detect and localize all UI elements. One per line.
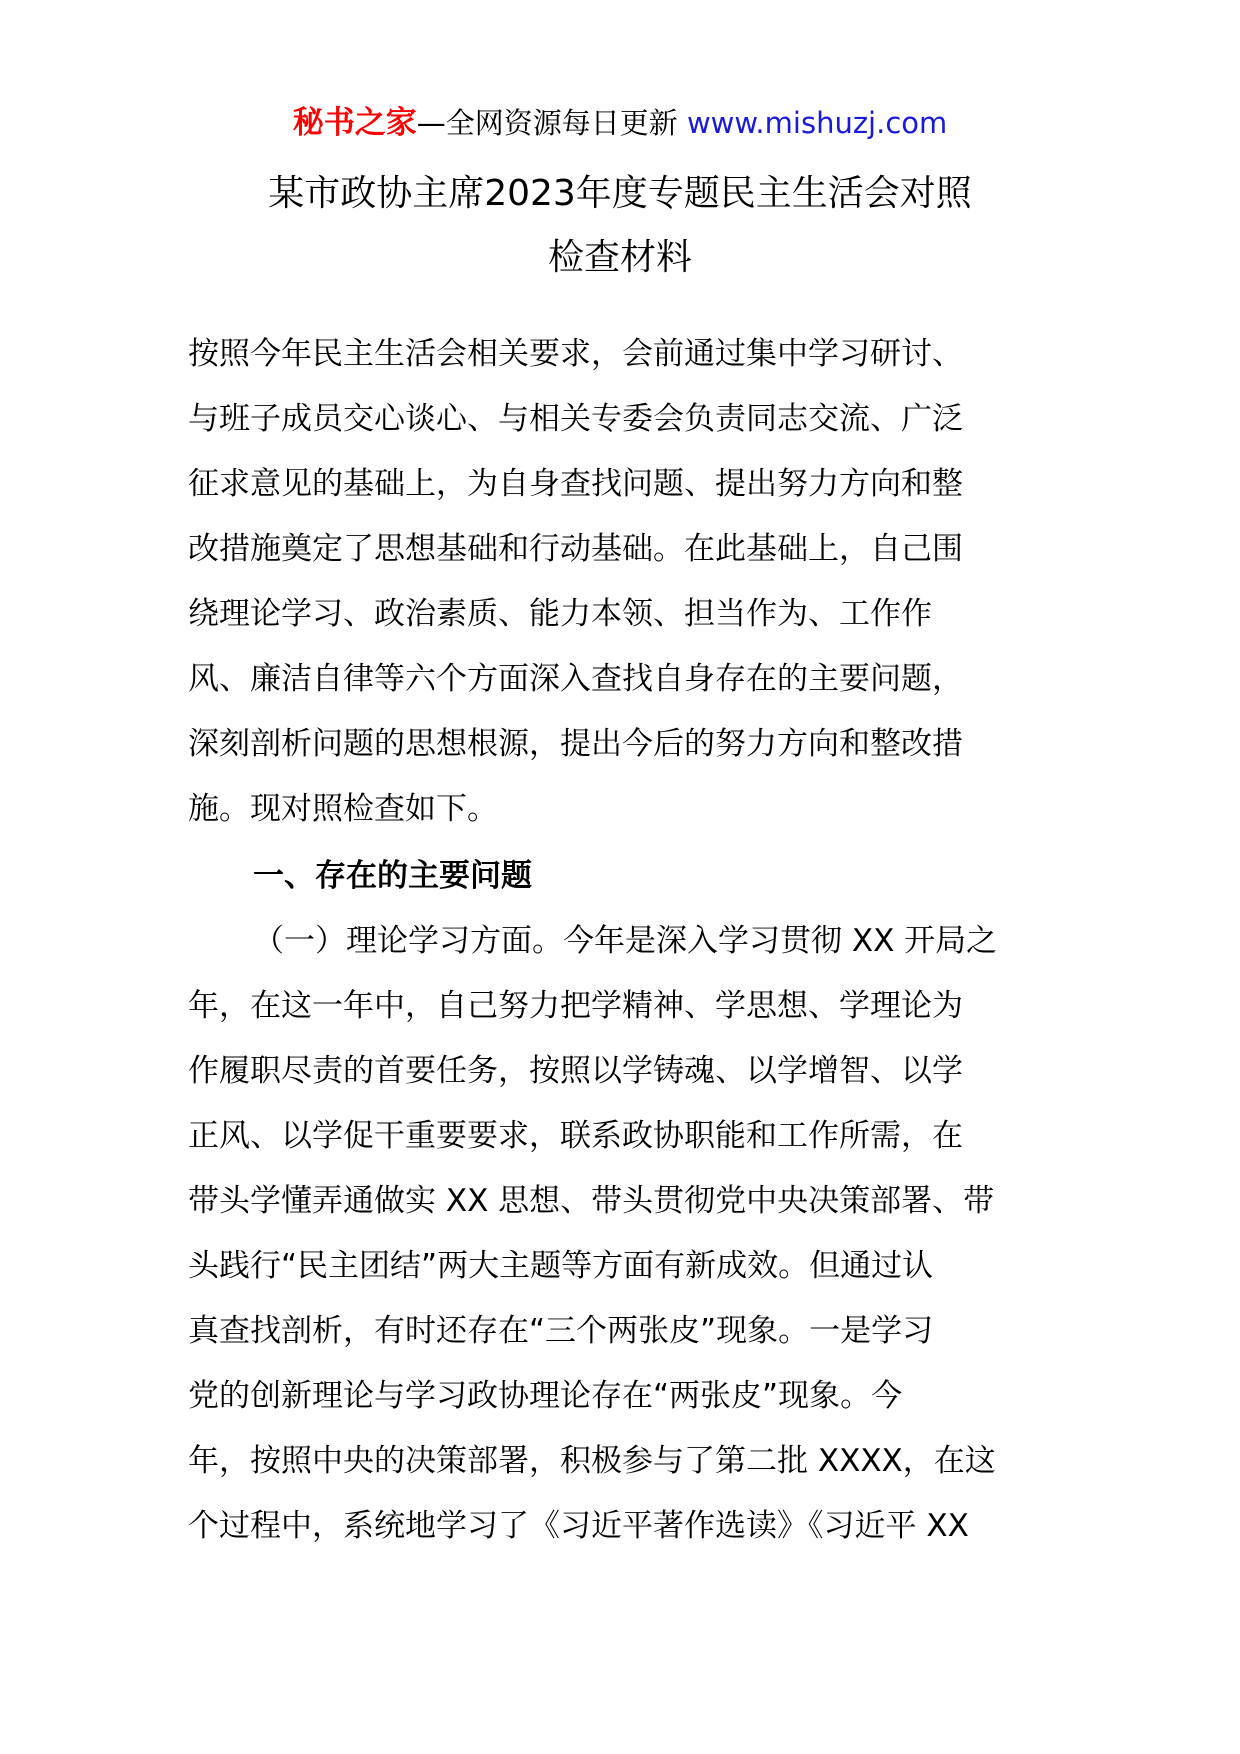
brand-name: 秘书之家 [292,105,417,141]
text-line: 正风、以学促干重要要求，联系政协职能和工作所需，在 [188,1118,963,1154]
text-line: 改措施奠定了思想基础和行动基础。在此基础上，自己围 [188,531,963,567]
text-line: 施。现对照检查如下。 [188,791,498,827]
text-line: 年，在这一年中，自己努力把学精神、学思想、学理论为 [188,988,963,1024]
text-line: 深刻剖析问题的思想根源，提出今后的努力方向和整改措 [188,726,963,762]
document-title-line-1: 某市政协主席2023年度专题民主生活会对照 [268,173,972,214]
text-line: 按照今年民主生活会相关要求，会前通过集中学习研讨、 [188,336,963,372]
intro-paragraph [188,322,1088,842]
site-header [0,103,1240,143]
document-title-line-2: 检查材料 [547,237,692,278]
text-line: （一）理论学习方面。今年是深入学习贯彻 XX 开局之 [253,923,998,959]
text-line: 个过程中，系统地学习了《习近平著作选读》《习近平 XX [188,1508,969,1544]
section-heading: 一、存在的主要问题 [253,858,532,894]
text-line: 年，按照中央的决策部署，积极参与了第二批 XXXX，在这 [188,1443,996,1479]
text-line: 作履职尽责的首要任务，按照以学铸魂、以学增智、以学 [188,1053,963,1089]
text-line: 风、廉洁自律等六个方面深入查找自身存在的主要问题， [188,661,963,697]
text-line: 头践行“民主团结”两大主题等方面有新成效。但通过认 [188,1248,934,1284]
header-tagline: —全网资源每日更新 [416,106,687,140]
text-line: 带头学懂弄通做实 XX 思想、带头贯彻党中央决策部署、带 [188,1183,995,1219]
text-line: 真查找剖析，有时还存在“三个两张皮”现象。一是学习 [188,1313,934,1349]
text-line: 与班子成员交心谈心、与相关专委会负责同志交流、广泛 [188,401,963,437]
text-line: 绕理论学习、政治素质、能力本领、担当作为、工作作 [188,596,932,632]
site-url-link[interactable]: www.mishuzj.com [686,106,948,140]
section-1 [188,844,1088,1559]
text-line: 征求意见的基础上，为自身查找问题、提出努力方向和整 [188,466,963,502]
text-line: 党的创新理论与学习政协理论存在“两张皮”现象。今 [188,1378,903,1414]
